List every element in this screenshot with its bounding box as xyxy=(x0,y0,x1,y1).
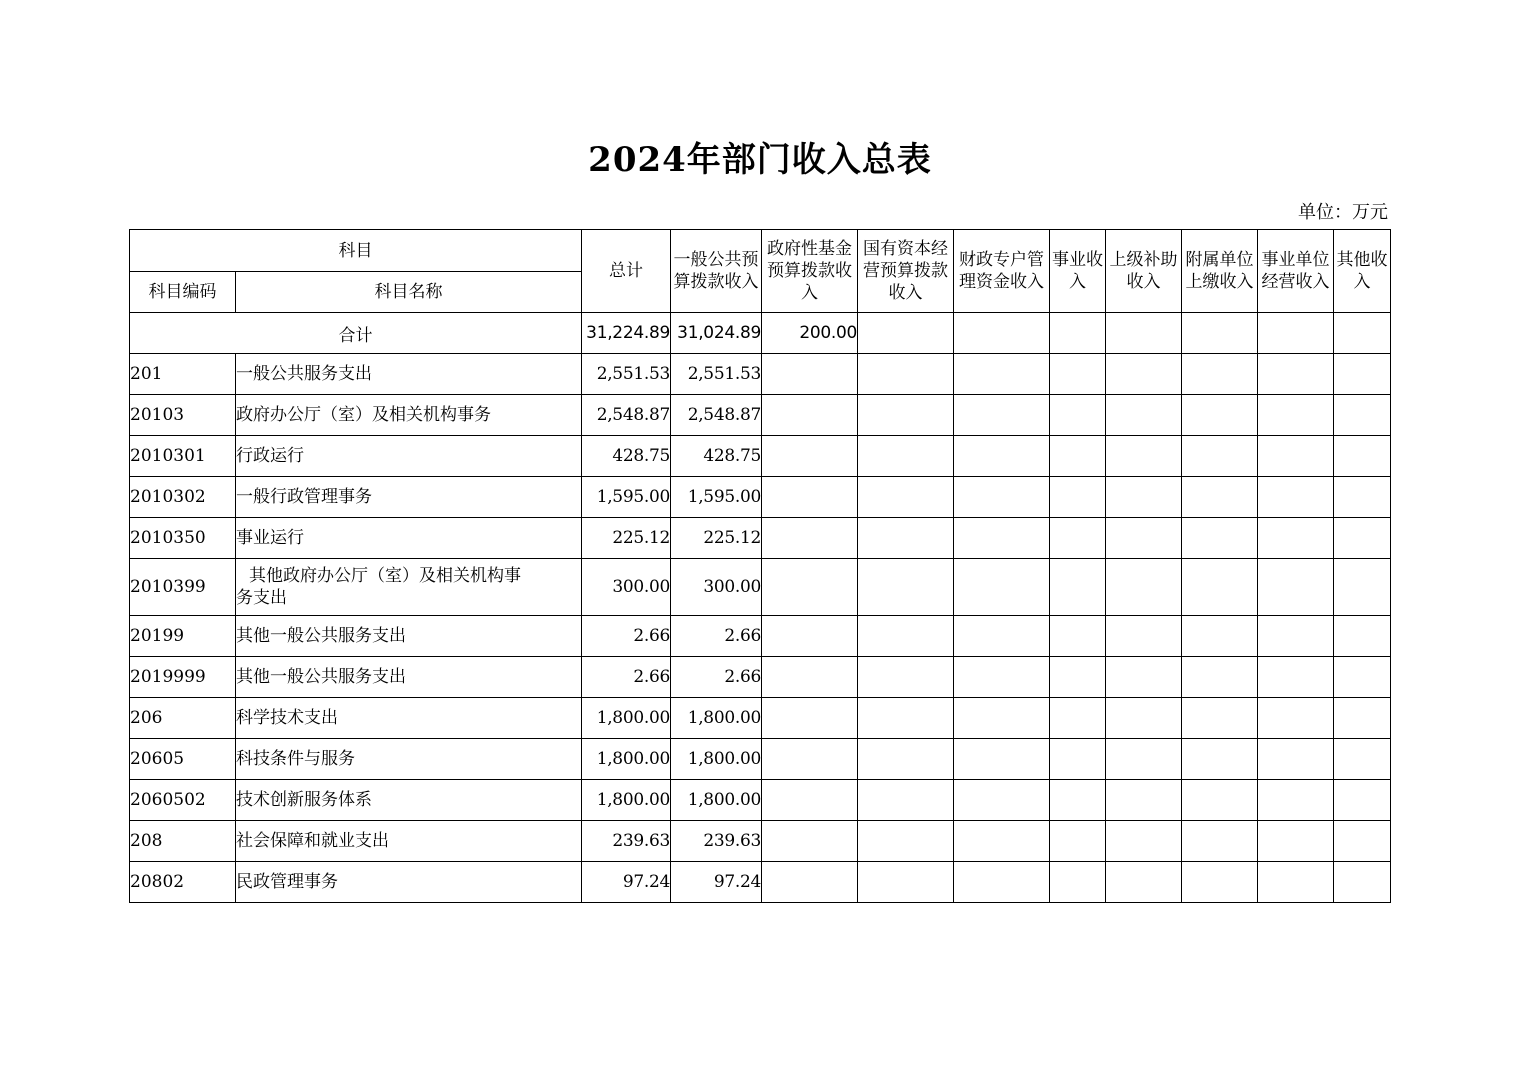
empty-cell xyxy=(762,477,858,518)
row-total: 2,551.53 xyxy=(582,354,671,395)
empty-cell xyxy=(762,780,858,821)
table-row xyxy=(130,436,1391,477)
empty-cell xyxy=(858,477,954,518)
empty-cell xyxy=(954,354,1050,395)
table-row xyxy=(130,518,1391,559)
table-row xyxy=(130,616,1391,657)
total-cell xyxy=(1334,313,1391,354)
empty-cell xyxy=(1050,657,1106,698)
total-row xyxy=(130,313,1391,354)
row-total: 239.63 xyxy=(582,821,671,862)
empty-cell xyxy=(1334,780,1391,821)
empty-cell xyxy=(1182,780,1258,821)
row-name: 民政管理事务 xyxy=(236,862,582,903)
row-general: 1,800.00 xyxy=(671,780,762,821)
empty-cell xyxy=(1106,436,1182,477)
empty-cell xyxy=(762,862,858,903)
header-other-income: 其他收入 xyxy=(1334,230,1391,313)
empty-cell xyxy=(1258,698,1334,739)
empty-cell xyxy=(1106,780,1182,821)
header-gov-fund: 政府性基金预算拨款收入 xyxy=(762,230,858,313)
empty-cell xyxy=(858,518,954,559)
row-code: 20103 xyxy=(130,395,236,436)
empty-cell xyxy=(1182,559,1258,616)
row-code: 2010301 xyxy=(130,436,236,477)
empty-cell xyxy=(1182,436,1258,477)
empty-cell xyxy=(858,657,954,698)
empty-cell xyxy=(1106,354,1182,395)
empty-cell xyxy=(1050,354,1106,395)
total-label: 合计 xyxy=(130,313,582,354)
empty-cell xyxy=(1258,354,1334,395)
empty-cell xyxy=(762,616,858,657)
row-general: 300.00 xyxy=(671,559,762,616)
empty-cell xyxy=(954,436,1050,477)
empty-cell xyxy=(1258,616,1334,657)
row-total: 1,595.00 xyxy=(582,477,671,518)
empty-cell xyxy=(858,780,954,821)
empty-cell xyxy=(1106,616,1182,657)
total-cell xyxy=(1258,313,1334,354)
empty-cell xyxy=(954,518,1050,559)
empty-cell xyxy=(1182,821,1258,862)
empty-cell xyxy=(1050,616,1106,657)
empty-cell xyxy=(1106,395,1182,436)
empty-cell xyxy=(1334,698,1391,739)
empty-cell xyxy=(1050,698,1106,739)
row-code: 201 xyxy=(130,354,236,395)
total-cell xyxy=(1182,313,1258,354)
row-total: 428.75 xyxy=(582,436,671,477)
row-code: 2060502 xyxy=(130,780,236,821)
row-name: 行政运行 xyxy=(236,436,582,477)
empty-cell xyxy=(954,780,1050,821)
empty-cell xyxy=(762,518,858,559)
empty-cell xyxy=(1334,518,1391,559)
empty-cell xyxy=(1106,821,1182,862)
total-gov-fund: 200.00 xyxy=(762,313,858,354)
empty-cell xyxy=(1258,559,1334,616)
empty-cell xyxy=(1258,739,1334,780)
row-code: 2019999 xyxy=(130,657,236,698)
empty-cell xyxy=(858,436,954,477)
empty-cell xyxy=(1050,862,1106,903)
empty-cell xyxy=(954,477,1050,518)
empty-cell xyxy=(858,698,954,739)
empty-cell xyxy=(1182,395,1258,436)
empty-cell xyxy=(1258,477,1334,518)
table-row xyxy=(130,698,1391,739)
empty-cell xyxy=(1258,518,1334,559)
empty-cell xyxy=(858,821,954,862)
header-subject-code: 科目编码 xyxy=(130,272,236,313)
empty-cell xyxy=(1106,698,1182,739)
empty-cell xyxy=(1050,821,1106,862)
empty-cell xyxy=(1182,616,1258,657)
empty-cell xyxy=(1106,477,1182,518)
empty-cell xyxy=(1050,518,1106,559)
row-total: 1,800.00 xyxy=(582,780,671,821)
empty-cell xyxy=(762,436,858,477)
row-general: 225.12 xyxy=(671,518,762,559)
empty-cell xyxy=(858,616,954,657)
empty-cell xyxy=(1106,739,1182,780)
empty-cell xyxy=(1334,862,1391,903)
empty-cell xyxy=(762,821,858,862)
empty-cell xyxy=(954,862,1050,903)
empty-cell xyxy=(1334,739,1391,780)
empty-cell xyxy=(954,395,1050,436)
empty-cell xyxy=(858,395,954,436)
row-general: 97.24 xyxy=(671,862,762,903)
row-name: 政府办公厅（室）及相关机构事务 xyxy=(236,395,582,436)
row-name: 其他一般公共服务支出 xyxy=(236,657,582,698)
empty-cell xyxy=(1182,354,1258,395)
header-business-income: 事业收入 xyxy=(1050,230,1106,313)
row-name-line2: 务支出 xyxy=(236,588,287,608)
empty-cell xyxy=(1334,657,1391,698)
empty-cell xyxy=(1334,436,1391,477)
empty-cell xyxy=(954,821,1050,862)
empty-cell xyxy=(1258,657,1334,698)
page-title: 2024年部门收入总表 xyxy=(588,140,932,180)
row-general: 2.66 xyxy=(671,657,762,698)
row-total: 1,800.00 xyxy=(582,739,671,780)
empty-cell xyxy=(954,559,1050,616)
income-table xyxy=(129,229,1391,903)
empty-cell xyxy=(1106,518,1182,559)
empty-cell xyxy=(1334,354,1391,395)
row-code: 208 xyxy=(130,821,236,862)
empty-cell xyxy=(762,657,858,698)
empty-cell xyxy=(954,698,1050,739)
header-superior-subsidy: 上级补助收入 xyxy=(1106,230,1182,313)
row-name: 事业运行 xyxy=(236,518,582,559)
row-general: 2.66 xyxy=(671,616,762,657)
total-cell xyxy=(1106,313,1182,354)
empty-cell xyxy=(762,354,858,395)
empty-cell xyxy=(1182,477,1258,518)
table-row xyxy=(130,657,1391,698)
empty-cell xyxy=(858,559,954,616)
row-code: 20199 xyxy=(130,616,236,657)
total-cell xyxy=(1050,313,1106,354)
empty-cell xyxy=(762,395,858,436)
empty-cell xyxy=(954,739,1050,780)
row-general: 428.75 xyxy=(671,436,762,477)
empty-cell xyxy=(1334,821,1391,862)
row-code: 2010302 xyxy=(130,477,236,518)
empty-cell xyxy=(762,698,858,739)
empty-cell xyxy=(1182,739,1258,780)
row-name: 一般公共服务支出 xyxy=(236,354,582,395)
row-code: 20802 xyxy=(130,862,236,903)
empty-cell xyxy=(954,616,1050,657)
empty-cell xyxy=(1334,477,1391,518)
empty-cell xyxy=(1258,862,1334,903)
total-cell xyxy=(954,313,1050,354)
header-state-capital: 国有资本经营预算拨款收入 xyxy=(858,230,954,313)
row-general: 2,548.87 xyxy=(671,395,762,436)
empty-cell xyxy=(858,739,954,780)
empty-cell xyxy=(1334,395,1391,436)
empty-cell xyxy=(1050,739,1106,780)
table-row xyxy=(130,477,1391,518)
empty-cell xyxy=(1106,657,1182,698)
row-total: 300.00 xyxy=(582,559,671,616)
row-name: 技术创新服务体系 xyxy=(236,780,582,821)
empty-cell xyxy=(1334,616,1391,657)
empty-cell xyxy=(1106,559,1182,616)
row-name: 社会保障和就业支出 xyxy=(236,821,582,862)
empty-cell xyxy=(858,862,954,903)
table-row xyxy=(130,395,1391,436)
row-name: 科技条件与服务 xyxy=(236,739,582,780)
empty-cell xyxy=(1258,395,1334,436)
table-row xyxy=(130,739,1391,780)
empty-cell xyxy=(1182,518,1258,559)
header-subject-name: 科目名称 xyxy=(236,272,582,313)
row-name: 一般行政管理事务 xyxy=(236,477,582,518)
row-total: 97.24 xyxy=(582,862,671,903)
row-total: 1,800.00 xyxy=(582,698,671,739)
table-row xyxy=(130,354,1391,395)
empty-cell xyxy=(1182,657,1258,698)
row-code: 2010350 xyxy=(130,518,236,559)
row-total: 225.12 xyxy=(582,518,671,559)
row-general: 1,595.00 xyxy=(671,477,762,518)
total-general-budget: 31,024.89 xyxy=(671,313,762,354)
unit-label: 单位：万元 xyxy=(1298,202,1388,223)
row-code: 2010399 xyxy=(130,559,236,616)
empty-cell xyxy=(1106,862,1182,903)
empty-cell xyxy=(1258,780,1334,821)
row-general: 2,551.53 xyxy=(671,354,762,395)
empty-cell xyxy=(1182,698,1258,739)
row-general: 1,800.00 xyxy=(671,739,762,780)
row-name: 其他一般公共服务支出 xyxy=(236,616,582,657)
empty-cell xyxy=(1334,559,1391,616)
header-business-operation: 事业单位经营收入 xyxy=(1258,230,1334,313)
empty-cell xyxy=(1050,395,1106,436)
table-row xyxy=(130,780,1391,821)
row-name-line1: 其他政府办公厅（室）及相关机构事 xyxy=(249,566,521,586)
row-general: 239.63 xyxy=(671,821,762,862)
row-code: 20605 xyxy=(130,739,236,780)
empty-cell xyxy=(1182,862,1258,903)
empty-cell xyxy=(1050,477,1106,518)
total-total: 31,224.89 xyxy=(582,313,671,354)
row-name: 科学技术支出 xyxy=(236,698,582,739)
empty-cell xyxy=(954,657,1050,698)
row-total: 2.66 xyxy=(582,616,671,657)
empty-cell xyxy=(858,354,954,395)
header-total: 总计 xyxy=(582,230,671,313)
header-affiliated-payment: 附属单位上缴收入 xyxy=(1182,230,1258,313)
header-special-fund: 财政专户管理资金收入 xyxy=(954,230,1050,313)
empty-cell xyxy=(1258,821,1334,862)
table-row xyxy=(130,559,1391,616)
empty-cell xyxy=(1050,436,1106,477)
row-total: 2,548.87 xyxy=(582,395,671,436)
empty-cell xyxy=(762,559,858,616)
empty-cell xyxy=(762,739,858,780)
table-row xyxy=(130,821,1391,862)
header-subject: 科目 xyxy=(130,230,582,272)
row-general: 1,800.00 xyxy=(671,698,762,739)
table-row xyxy=(130,862,1391,903)
empty-cell xyxy=(1050,559,1106,616)
row-code: 206 xyxy=(130,698,236,739)
header-general-budget: 一般公共预算拨款收入 xyxy=(671,230,762,313)
row-total: 2.66 xyxy=(582,657,671,698)
empty-cell xyxy=(1050,780,1106,821)
row-name xyxy=(236,559,582,616)
empty-cell xyxy=(1258,436,1334,477)
total-cell xyxy=(858,313,954,354)
